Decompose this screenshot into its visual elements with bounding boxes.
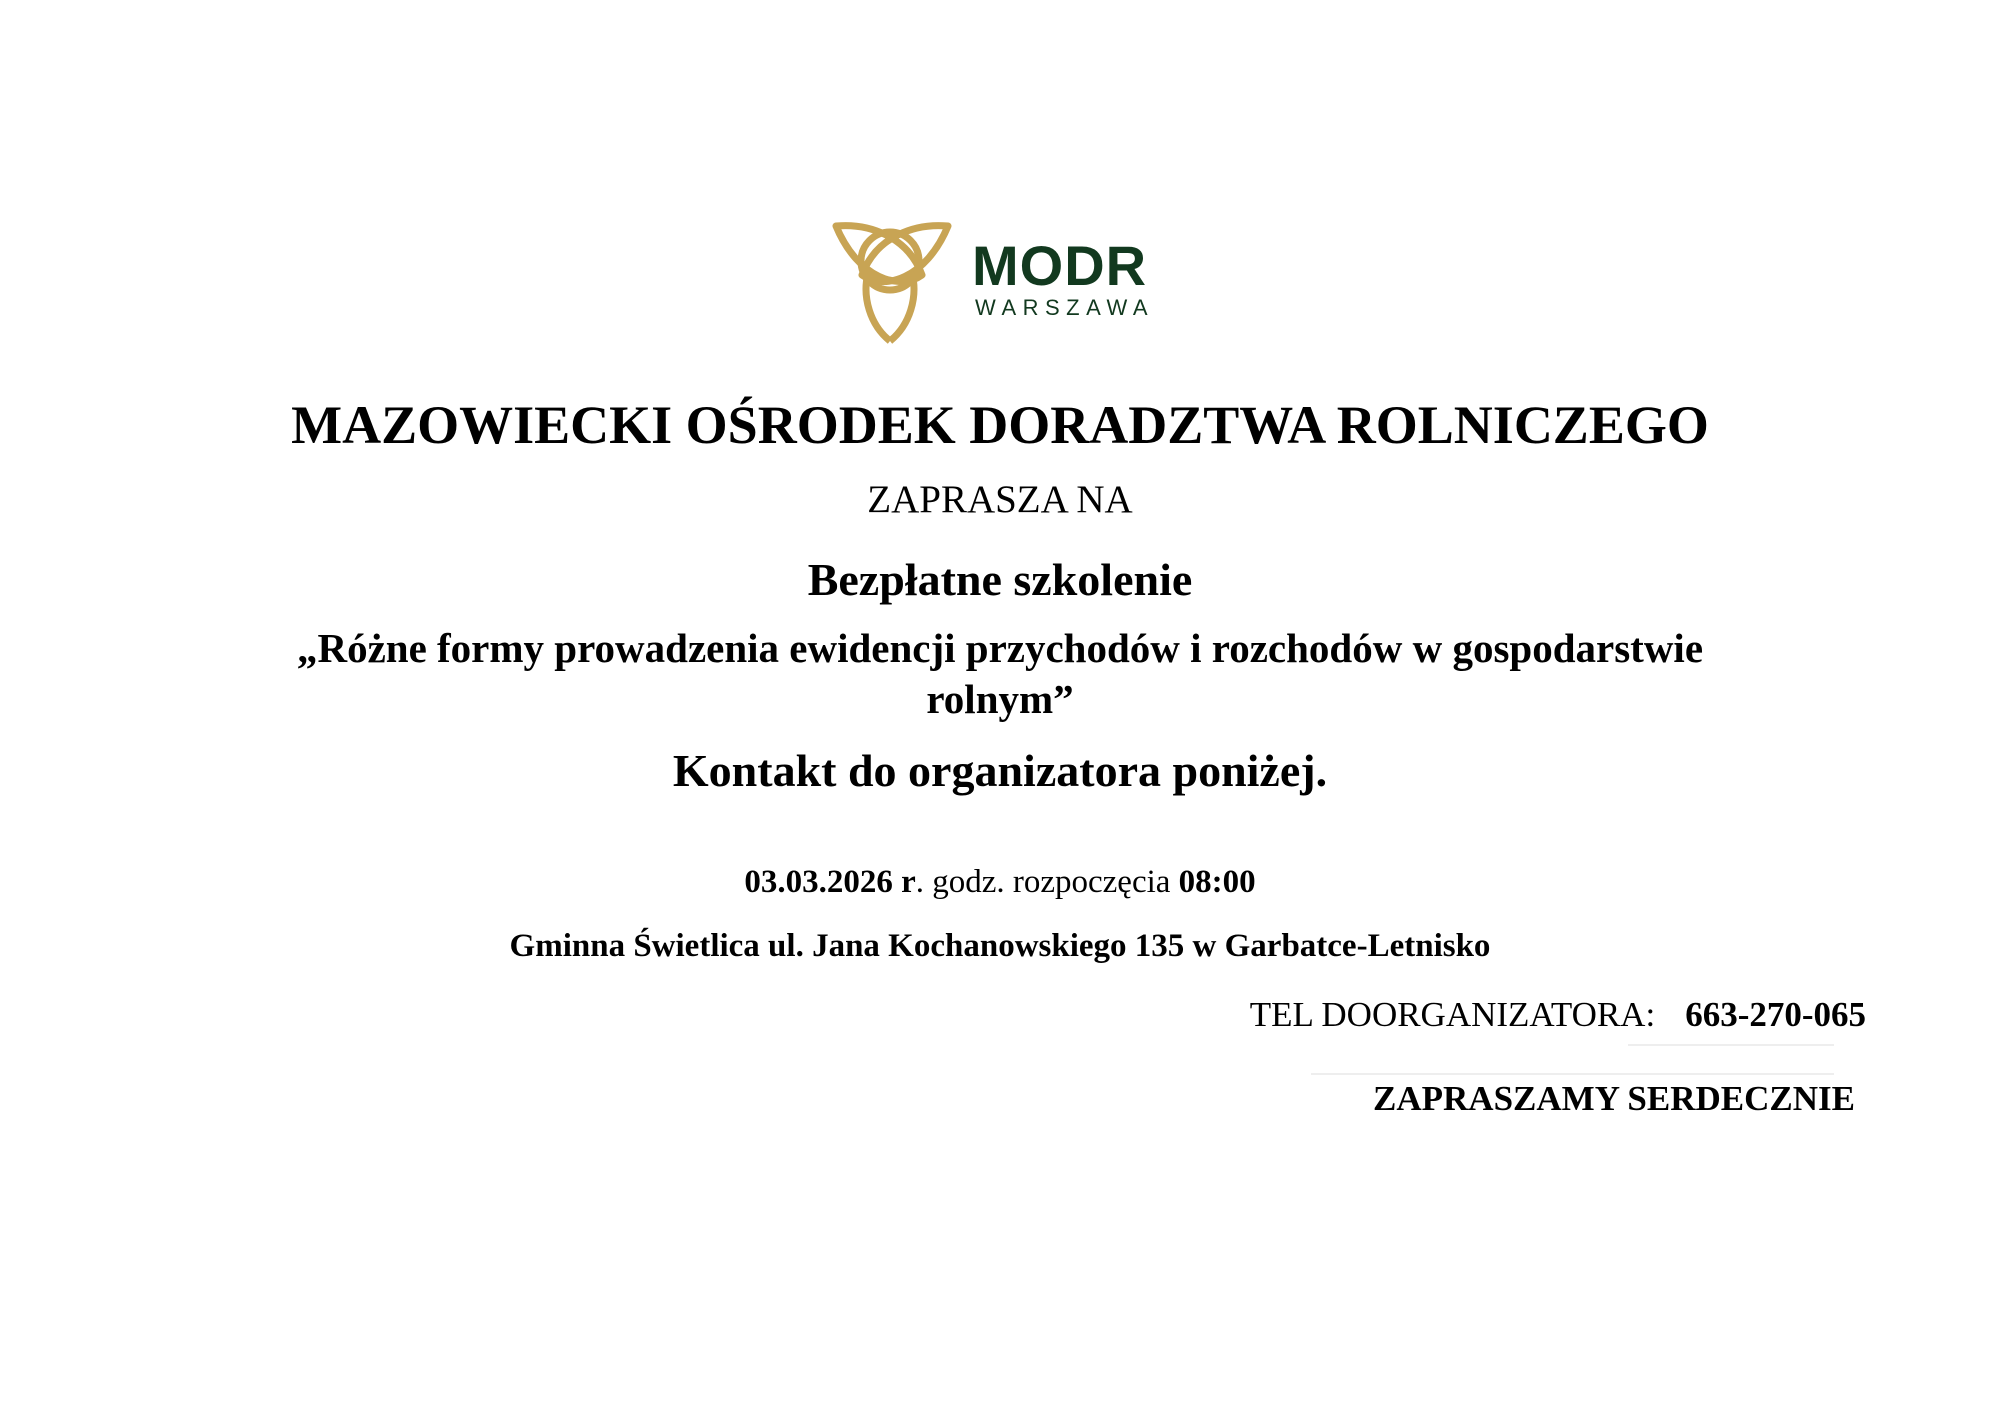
- divider: [1311, 1073, 1834, 1075]
- phone-line: [1250, 997, 1866, 1032]
- training-title-line2: rolnym”: [926, 676, 1074, 722]
- logo-subtitle: WARSZAWA: [975, 295, 1155, 320]
- closing-text: ZAPRASZAMY SERDECZNIE: [1373, 1079, 1855, 1118]
- date-suffix: r: [901, 864, 916, 900]
- date-time-line: [0, 866, 2000, 899]
- divider: [1628, 1044, 1834, 1046]
- invites-text: ZAPRASZA NA: [867, 478, 1133, 521]
- training-label: Bezpłatne szkolenie: [807, 554, 1193, 605]
- organization-title: MAZOWIECKI OŚRODEK DORADZTWA ROLNICZEGO: [291, 395, 1709, 455]
- phone-label: TEL DOORGANIZATORA:: [1249, 995, 1656, 1034]
- logo-wordmark: MODR: [972, 234, 1148, 297]
- training-title-line1: „Różne formy prowadzenia ewidencji przychodów i rozchodów w gospodarstwie: [296, 625, 1704, 671]
- triquetra-icon: [830, 215, 960, 350]
- event-date: 03.03.2026: [744, 864, 893, 900]
- contact-note: Kontakt do organizatora poniżej.: [672, 745, 1328, 796]
- time-label: . godz. rozpoczęcia: [915, 864, 1179, 900]
- event-address: Gminna Świetlica ul. Jana Kochanowskiego 135 w Garbatce-Letnisko: [509, 928, 1491, 964]
- event-time: 08:00: [1178, 864, 1256, 900]
- phone-number: 663-270-065: [1685, 995, 1866, 1034]
